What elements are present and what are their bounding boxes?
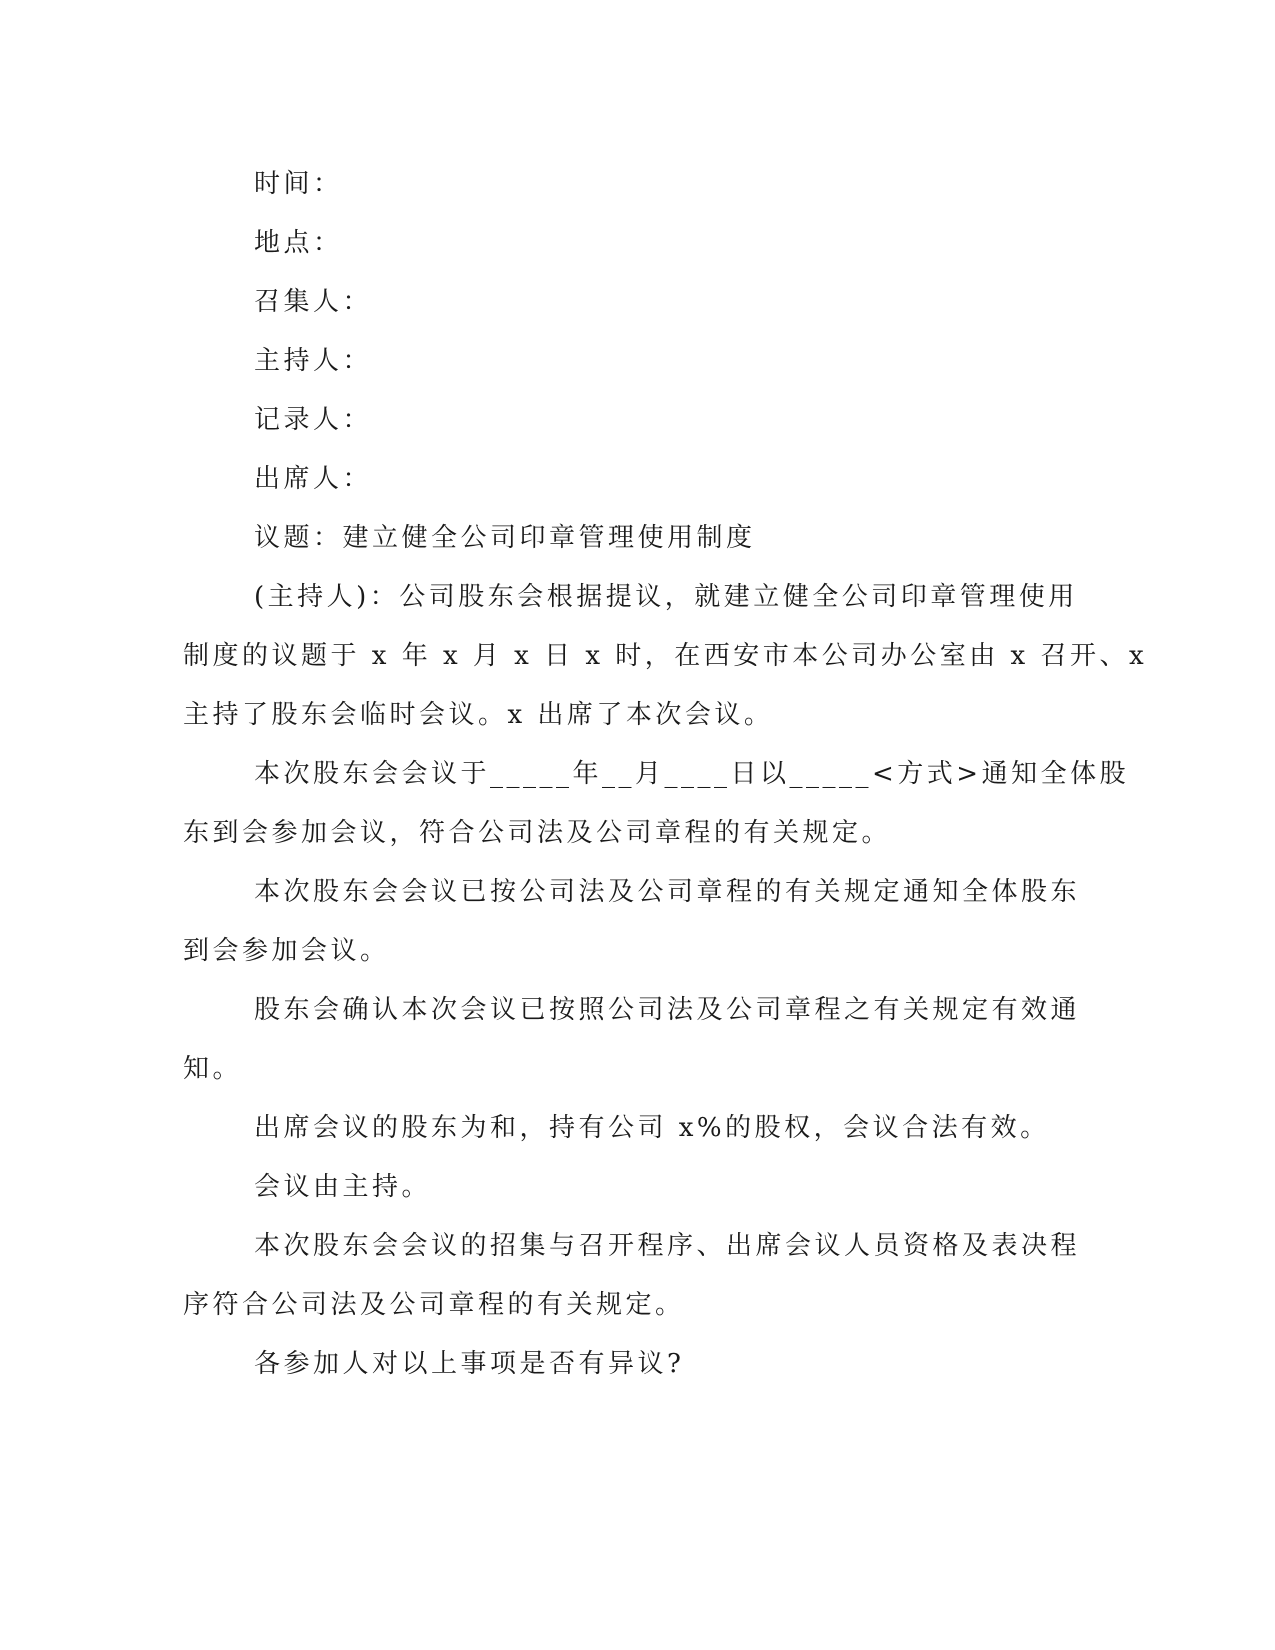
paragraph-line: 本次股东会会议于_____年__月____日以_____<方式>通知全体股	[254, 759, 1130, 789]
field-attendees: 出席人：	[254, 464, 373, 494]
paragraph-line: 各参加人对以上事项是否有异议?	[254, 1349, 685, 1379]
paragraph-line: 东到会参加会议，符合公司法及公司章程的有关规定。	[183, 818, 892, 848]
field-agenda: 议题：建立健全公司印章管理使用制度	[254, 523, 756, 553]
field-recorder: 记录人：	[254, 405, 373, 435]
paragraph-line: 序符合公司法及公司章程的有关规定。	[183, 1290, 685, 1320]
paragraph-line: 本次股东会会议已按公司法及公司章程的有关规定通知全体股东	[254, 877, 1081, 907]
paragraph-line: 制度的议题于 x 年 x 月 x 日 x 时，在西安市本公司办公室由 x 召开、x	[183, 641, 1148, 671]
paragraph-line: 主持了股东会临时会议。x 出席了本次会议。	[183, 700, 774, 730]
field-host: 主持人：	[254, 346, 373, 376]
paragraph-line: 出席会议的股东为和，持有公司 x%的股权，会议合法有效。	[254, 1113, 1050, 1143]
field-time: 时间：	[254, 169, 343, 199]
paragraph-line: (主持人)：公司股东会根据提议，就建立健全公司印章管理使用	[254, 582, 1078, 612]
paragraph-line: 股东会确认本次会议已按照公司法及公司章程之有关规定有效通	[254, 995, 1081, 1025]
field-convener: 召集人：	[254, 287, 373, 317]
paragraph-line: 会议由主持。	[254, 1172, 432, 1202]
paragraph-line: 知。	[183, 1054, 243, 1084]
field-location: 地点：	[254, 228, 343, 258]
paragraph-line: 本次股东会会议的招集与召开程序、出席会议人员资格及表决程	[254, 1231, 1081, 1261]
document-body	[183, 155, 1148, 1394]
paragraph-line: 到会参加会议。	[183, 936, 390, 966]
